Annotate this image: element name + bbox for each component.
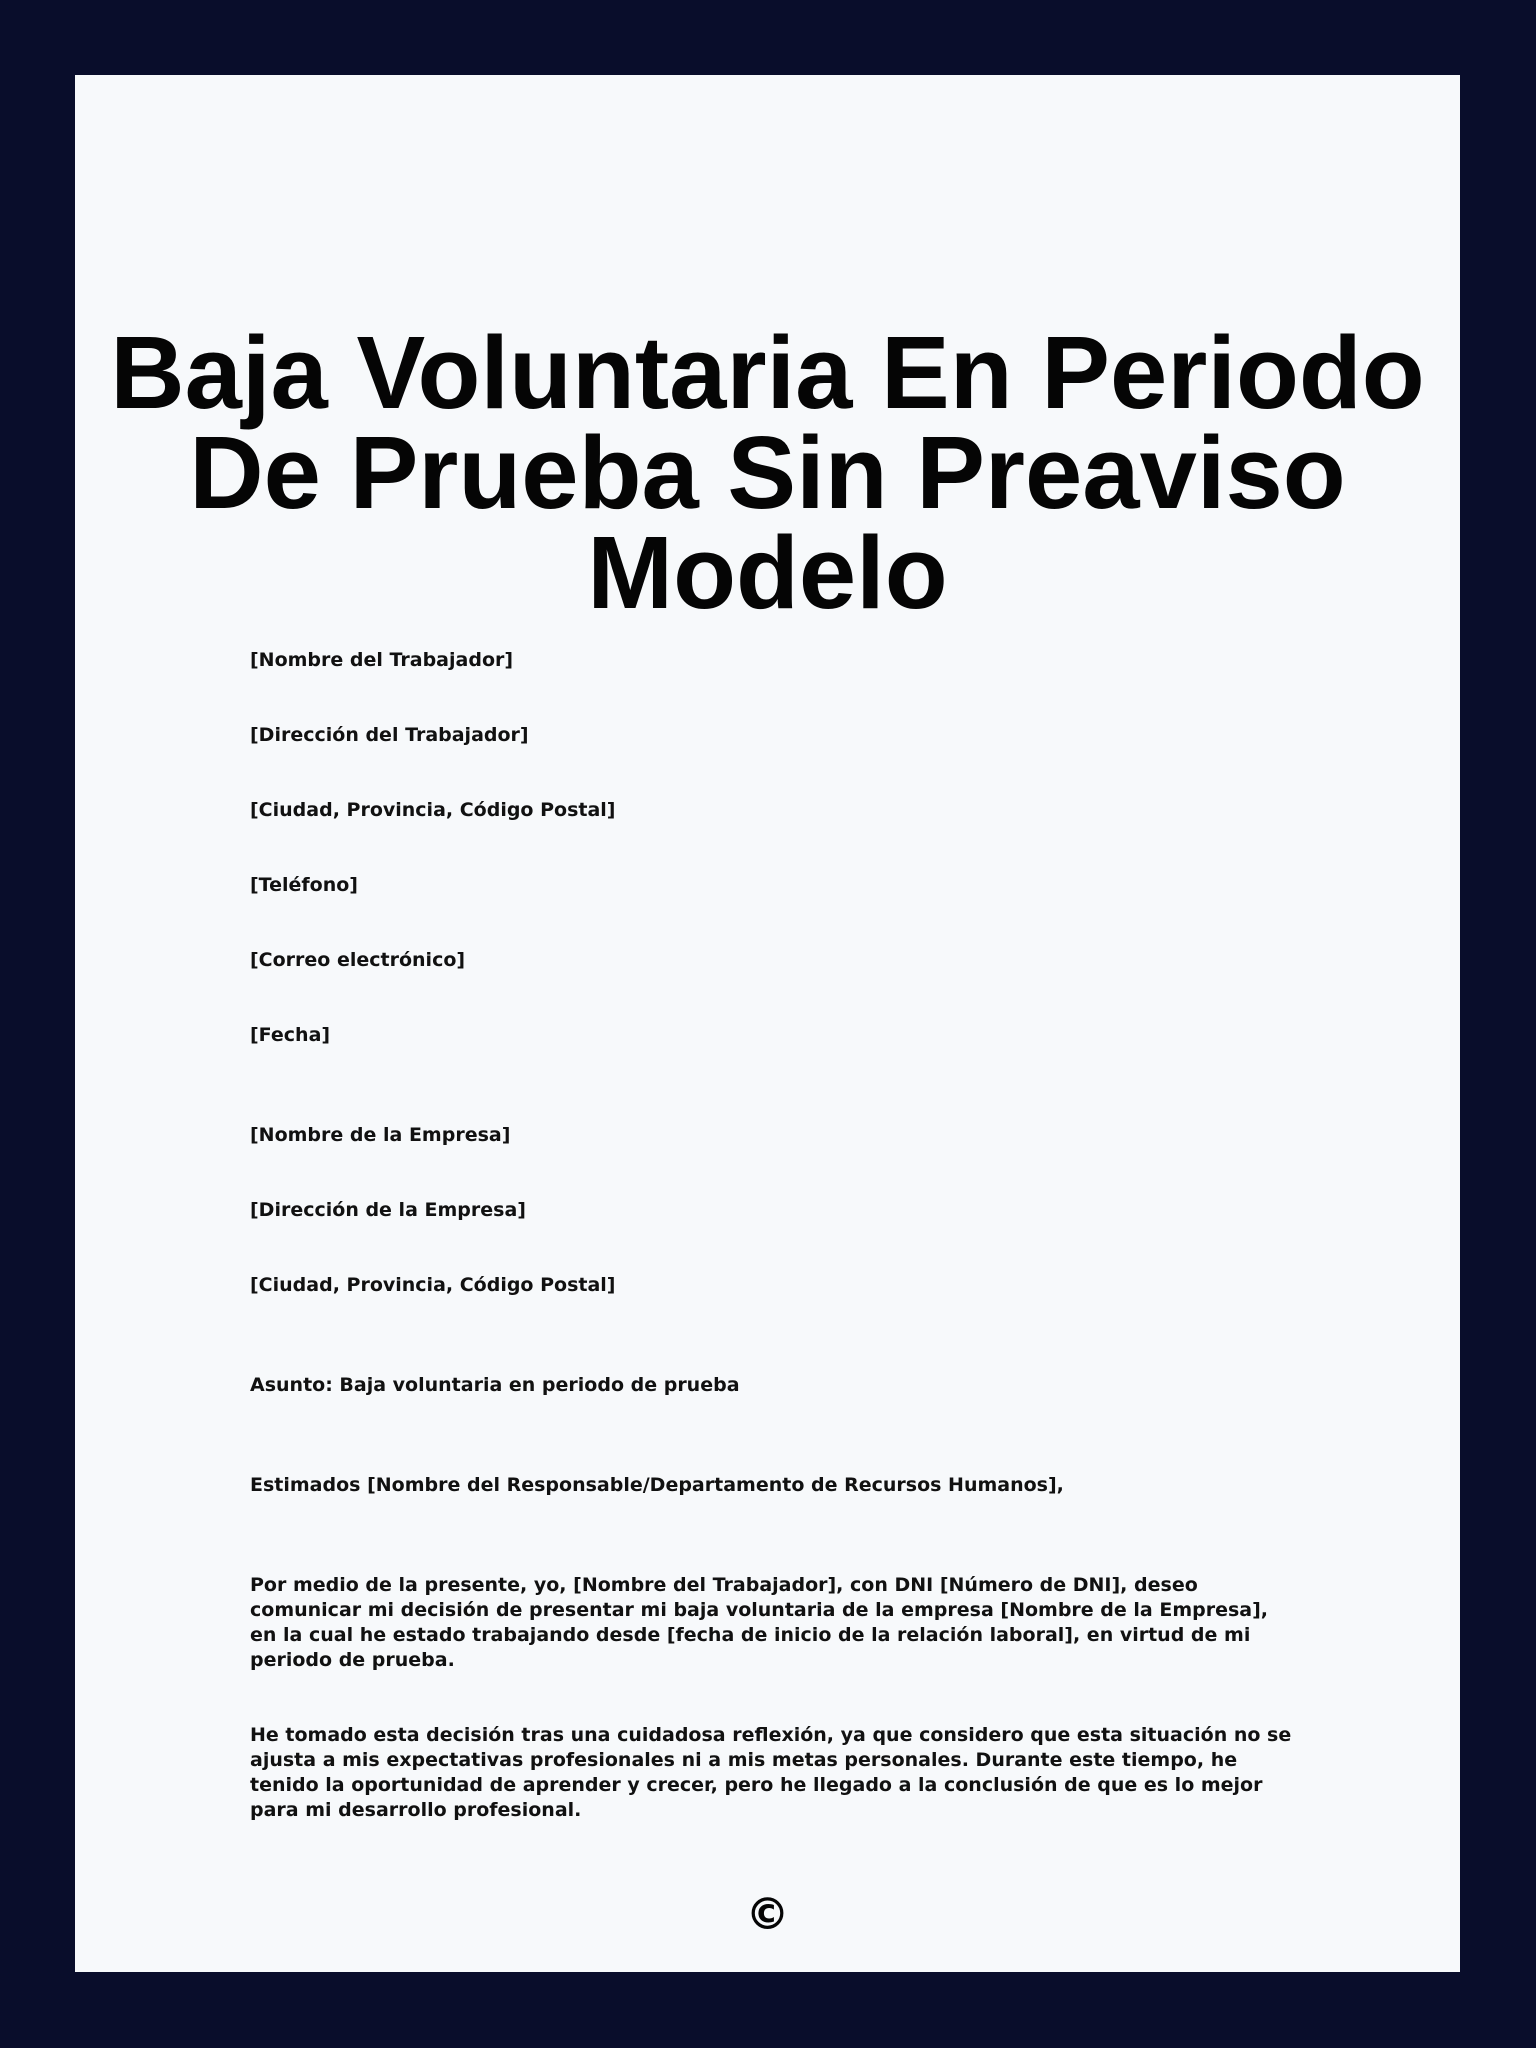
title-line-1: Baja Voluntaria En Periodo — [110, 315, 1425, 430]
company-name: [Nombre de la Empresa] — [250, 1124, 511, 1146]
title-line-2: De Prueba Sin Preaviso — [189, 415, 1346, 530]
document-page — [75, 75, 1460, 1972]
letter-greeting: Estimados [Nombre del Responsable/Departamento de Recursos Humanos], — [250, 1474, 1064, 1496]
letter-date: [Fecha] — [250, 1024, 331, 1046]
copyright-icon: © — [745, 1889, 790, 1940]
worker-city: [Ciudad, Provincia, Código Postal] — [250, 799, 616, 821]
letter-subject: Asunto: Baja voluntaria en periodo de prueba — [250, 1374, 740, 1396]
body-paragraph-1: Por medio de la presente, yo, [Nombre del Trabajador], con DNI [Número de DNI], deseo comunicar mi decisión de presentar mi baja voluntaria de la empresa [Nombre de la Empresa], en la cual he estado trabajando desde [fecha de inicio de la relación laboral], en virtud de mi periodo de prueba. — [250, 1574, 1269, 1671]
company-address: [Dirección de la Empresa] — [250, 1199, 526, 1221]
worker-email: [Correo electrónico] — [250, 949, 466, 971]
title-line-3: Modelo — [587, 515, 948, 630]
worker-name: [Nombre del Trabajador] — [250, 649, 514, 671]
company-city: [Ciudad, Provincia, Código Postal] — [250, 1274, 616, 1296]
worker-address: [Dirección del Trabajador] — [250, 724, 529, 746]
worker-phone: [Teléfono] — [250, 874, 358, 896]
document-title — [75, 315, 1460, 630]
body-paragraph-2: He tomado esta decisión tras una cuidadosa reflexión, ya que considero que esta situación no se ajusta a mis expectativas profesionales ni a mis metas personales. Durante este tiempo, he tenido la oportunidad de aprender y crecer, pero he llegado a la conclusión de que es lo mejor para mi desarrollo profesional. — [250, 1724, 1292, 1821]
